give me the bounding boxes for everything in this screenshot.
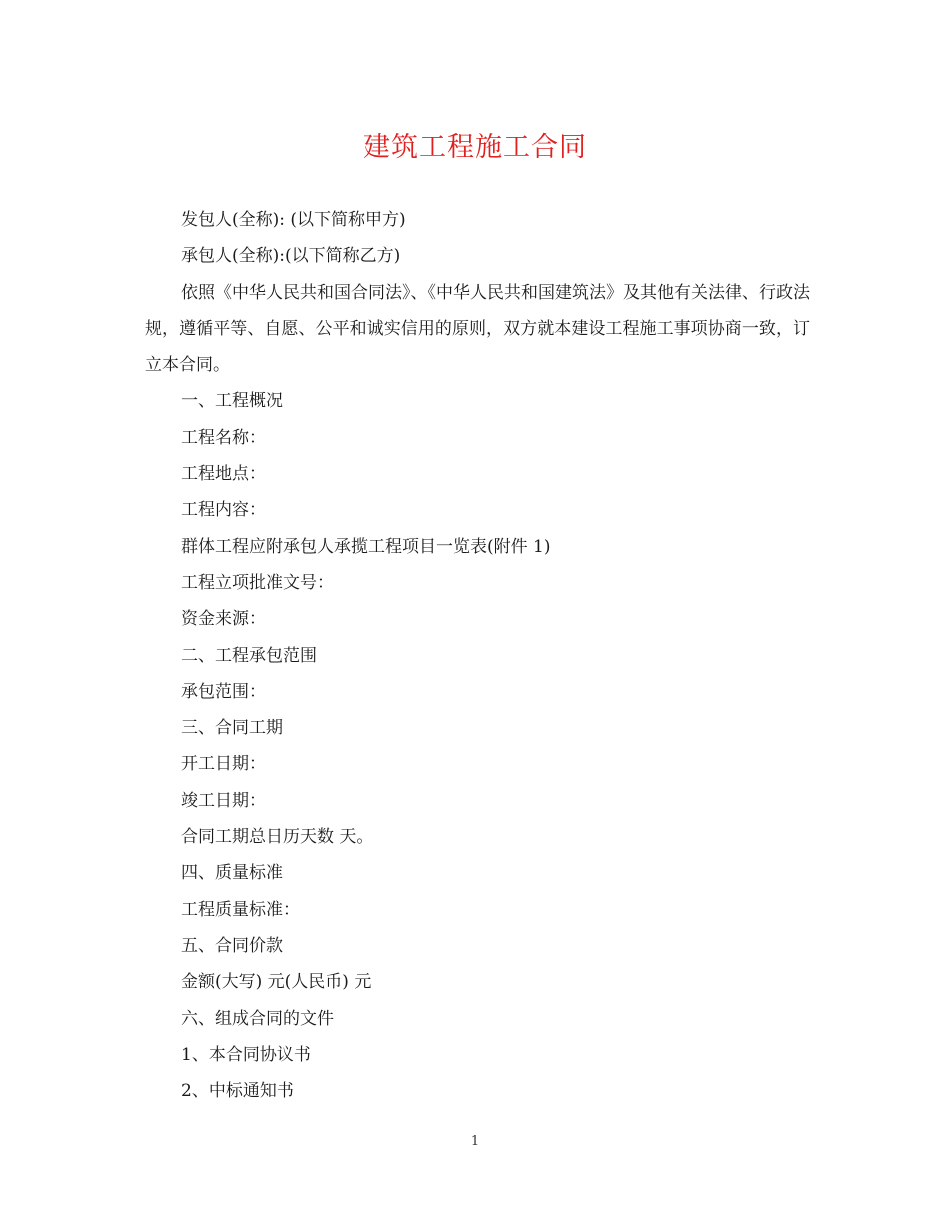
text-line-section-4: 四、质量标准 [181,863,283,884]
text-line-section-6: 六、组成合同的文件 [181,1008,334,1029]
text-line-section-1: 一、工程概况 [181,391,283,412]
text-line-completion-date: 竣工日期： [181,790,266,811]
text-line-quality-standard: 工程质量标准： [181,899,300,920]
document-title: 建筑工程施工合同 [363,132,587,163]
text-line-start-date: 开工日期： [181,754,266,775]
text-line-bid-notice: 2、中标通知书 [181,1081,294,1102]
text-line-project-location: 工程地点： [181,464,266,485]
text-line-project-name: 工程名称： [181,427,266,448]
text-paragraph-basis: 依照《中华人民共和国合同法》、《中华人民共和国建筑法》及其他有关法律、行政法 规，遵循平等、自愿、公平和诚实信用的原则，双方就本建设工程施工事项协商一致，订立本合同。 [145,282,810,376]
page-number: 1 [470,1134,480,1149]
text-line-section-2: 二、工程承包范围 [181,645,317,666]
text-line-amount: 金额(大写) 元(人民币) 元 [181,972,372,993]
text-line-section-3: 三、合同工期 [181,718,283,739]
text-line-scope: 承包范围： [181,681,266,702]
text-line-attachment-note: 群体工程应附承包人承揽工程项目一览表(附件 1) [181,536,551,557]
text-line-section-5: 五、合同价款 [181,935,283,956]
text-line-contractor: 承包人(全称):(以下简称乙方) [181,246,401,267]
text-line-project-content: 工程内容： [181,500,266,521]
text-line-total-days: 合同工期总日历天数 天。 [181,827,374,848]
text-line-agreement: 1、本合同协议书 [181,1044,311,1065]
text-line-employer: 发包人(全称): (以下简称甲方) [181,210,406,230]
text-line-approval-number: 工程立项批准文号： [181,572,334,593]
document-body [145,202,810,1109]
text-line-funding-source: 资金来源： [181,609,266,630]
